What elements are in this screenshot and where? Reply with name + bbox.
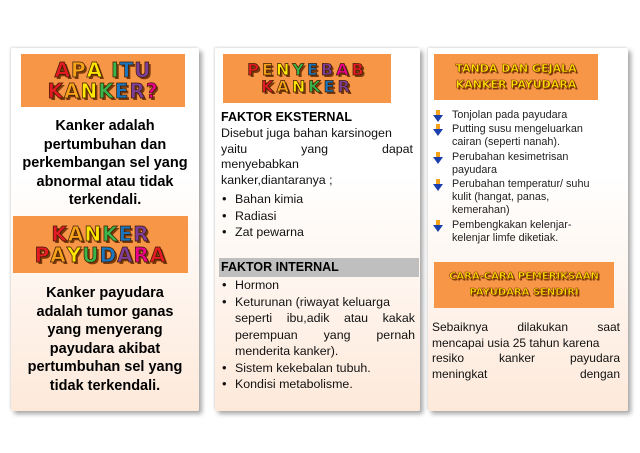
wordart-letter: E xyxy=(262,59,276,79)
desc-word: yang xyxy=(301,141,329,156)
wordart-letter: B xyxy=(320,59,337,79)
wordart-letter: R xyxy=(129,78,146,103)
text-line xyxy=(432,351,620,367)
list-item xyxy=(430,151,622,177)
list-item: • Zat pewarna xyxy=(235,224,413,241)
list-tanda-gejala xyxy=(430,109,622,246)
item-word: kakak xyxy=(382,311,415,325)
definition-line: terkendali. xyxy=(68,192,142,208)
item-line: payudara xyxy=(452,163,498,176)
definition-line: adalah tumor ganas xyxy=(36,303,174,320)
title-tanda-gejala: TANDA DAN GEJALA xyxy=(455,62,577,76)
text-word: dengan xyxy=(579,366,620,381)
title-cara-pemeriksaan: CARA-CARA PEMERIKSAAN xyxy=(449,271,599,282)
text-line: mencapai usia 25 tahun karena xyxy=(432,335,600,350)
heading-faktor-internal: FAKTOR INTERNAL xyxy=(221,260,339,274)
wordart-letter: N xyxy=(80,78,99,103)
section-faktor-internal xyxy=(221,260,415,393)
item-line: Pembengkakan kelenjar- xyxy=(452,218,572,231)
text-word: meningkat xyxy=(432,366,488,381)
wordart-letter: Y xyxy=(66,242,83,267)
text-line xyxy=(432,367,620,383)
arrow-down-icon xyxy=(433,179,443,191)
arrow-down-icon xyxy=(433,110,443,122)
text-word: payudara xyxy=(569,351,620,365)
definition-line: abnormal atau tidak xyxy=(36,173,174,190)
desc-line: Disebut juga bahan karsinogen xyxy=(221,126,392,140)
wordart-letter: A xyxy=(336,59,352,79)
wordart-letter: P xyxy=(71,57,87,82)
item-line: kelenjar limfe diketiak. xyxy=(452,231,559,244)
wordart-letter xyxy=(103,60,111,81)
wordart-letter: A xyxy=(54,57,71,82)
panel-penyebab-kanker xyxy=(215,48,420,411)
item-line: cairan (seperti nanah). xyxy=(452,136,561,149)
list-item xyxy=(430,109,622,122)
definition-line: payudara akibat xyxy=(49,340,161,357)
text-word: dilakukan xyxy=(517,320,569,334)
panel-tanda-gejala xyxy=(428,48,628,411)
definition-line: pertumbuhan sel yang xyxy=(27,359,183,375)
definition-kanker xyxy=(15,117,195,210)
list-item xyxy=(430,219,622,245)
desc-line: menyebabkan xyxy=(221,157,299,172)
banner-penyebab-kanker xyxy=(223,54,391,103)
list-item xyxy=(430,178,622,218)
wordart-letter: B xyxy=(351,59,367,79)
item-line: Tonjolan pada payudara xyxy=(452,109,568,121)
banner-tanda-gejala xyxy=(434,54,598,100)
wordart-letter: A xyxy=(86,57,104,82)
wordart-letter: P xyxy=(247,59,263,79)
definition-kanker-payudara xyxy=(15,284,195,395)
arrow-down-icon xyxy=(433,152,443,164)
item-line: Putting susu mengeluarkan xyxy=(452,123,583,136)
definition-line: Kanker adalah xyxy=(55,118,155,134)
wordart-letter: Y xyxy=(292,59,307,79)
wordart-letter: K xyxy=(51,221,68,246)
definition-line: Kanker payudara xyxy=(46,285,164,301)
item-line: menderita kanker). xyxy=(235,344,339,358)
wordart-letter: A xyxy=(50,242,67,267)
text-word: Sebaiknya xyxy=(432,320,489,334)
arrow-down-icon xyxy=(433,220,443,232)
list-item: • Sistem kekebalan tubuh. xyxy=(235,360,415,377)
item-word: seperti xyxy=(235,311,273,325)
banner-kanker-payudara xyxy=(13,216,188,273)
heading-faktor-eksternal: FAKTOR EKSTERNAL xyxy=(221,110,353,124)
text-word: kanker xyxy=(498,351,535,365)
item-line: Perubahan kesimetrisan xyxy=(452,150,569,163)
list-faktor-internal xyxy=(221,277,415,393)
item-word: pernah xyxy=(376,327,415,342)
wordart-letter: U xyxy=(134,57,152,82)
wordart-letter: D xyxy=(99,242,118,267)
wordart-letter: A xyxy=(67,221,85,246)
wordart-letter: ? xyxy=(145,78,159,103)
title-payudara-sendiri: PAYUDARA SENDIRI xyxy=(469,286,579,298)
definition-line: perkembangan sel yang xyxy=(22,155,188,171)
wordart-letter: E xyxy=(306,59,321,79)
desc-karsinogen xyxy=(221,126,413,188)
wordart-letter: U xyxy=(82,242,100,267)
wordart-letter: N xyxy=(84,221,103,246)
wordart-letter: P xyxy=(34,242,51,267)
wordart-letter: K xyxy=(308,76,324,96)
desc-line: kanker,diantaranya ; xyxy=(221,172,333,187)
list-item: • Radiasi xyxy=(235,208,413,225)
desc-word: yaitu xyxy=(221,141,248,156)
title-kanker-payudara: KANKER PAYUDARA xyxy=(455,78,577,91)
wordart-letter: A xyxy=(117,242,134,267)
banner-apa-itu-kanker xyxy=(21,54,185,107)
wordart-letter: N xyxy=(275,59,293,79)
wordart-letter: E xyxy=(114,78,130,103)
item-word: yang xyxy=(323,327,351,342)
list-faktor-eksternal xyxy=(221,191,413,241)
item-line xyxy=(235,310,415,327)
wordart-letter: T xyxy=(119,57,135,82)
definition-line: tidak terkendali. xyxy=(49,377,161,394)
wordart-letter: A xyxy=(64,78,81,103)
text-line xyxy=(432,320,620,336)
text-cara-pemeriksaan xyxy=(432,320,620,382)
wordart-letter: A xyxy=(276,76,292,96)
title-payudara xyxy=(34,242,167,267)
definition-line: pertumbuhan dan xyxy=(43,136,167,153)
banner-cara-pemeriksaan xyxy=(434,262,614,308)
list-item: • Hormon xyxy=(235,277,415,294)
desc-word: dapat xyxy=(381,141,413,156)
item-word: perempuan xyxy=(235,327,298,342)
list-item xyxy=(430,123,622,149)
item-line: • Keturunan (riwayat keluarga xyxy=(235,294,390,309)
item-line: kemerahan) xyxy=(452,204,510,217)
definition-line: yang menyerang xyxy=(47,322,163,338)
list-item: • Bahan kimia xyxy=(235,191,413,208)
wordart-letter: I xyxy=(111,57,120,82)
arrow-down-icon xyxy=(433,124,443,136)
wordart-letter: E xyxy=(323,76,338,96)
section-faktor-eksternal xyxy=(221,110,413,241)
wordart-letter: R xyxy=(133,221,150,246)
wordart-letter: R xyxy=(337,76,353,96)
item-line: Perubahan temperatur/ suhu xyxy=(452,178,590,191)
list-item: • Kondisi metabolisme. xyxy=(235,376,415,393)
wordart-letter: A xyxy=(149,242,167,267)
item-line xyxy=(235,327,415,344)
title-penyebab xyxy=(247,59,367,79)
item-line: kulit (hangat, panas, xyxy=(452,191,550,204)
wordart-letter: R xyxy=(133,242,150,267)
item-word: atau xyxy=(343,311,369,325)
wordart-letter: K xyxy=(102,221,119,246)
text-word: resiko xyxy=(432,351,465,365)
title-kanker-2 xyxy=(51,221,150,246)
wordart-letter: N xyxy=(291,76,309,96)
list-item xyxy=(235,294,415,360)
wordart-letter: K xyxy=(98,78,115,103)
title-kanker xyxy=(47,78,159,103)
desc-line-justified xyxy=(221,142,413,158)
item-word: ibu,adik xyxy=(286,311,330,325)
wordart-letter: K xyxy=(261,76,277,96)
title-kanker-3 xyxy=(261,76,353,96)
panel-apa-itu-kanker xyxy=(11,48,199,411)
wordart-letter: K xyxy=(47,78,65,103)
text-word: saat xyxy=(597,320,620,334)
wordart-letter: E xyxy=(118,221,134,246)
title-apa-itu xyxy=(54,57,152,82)
